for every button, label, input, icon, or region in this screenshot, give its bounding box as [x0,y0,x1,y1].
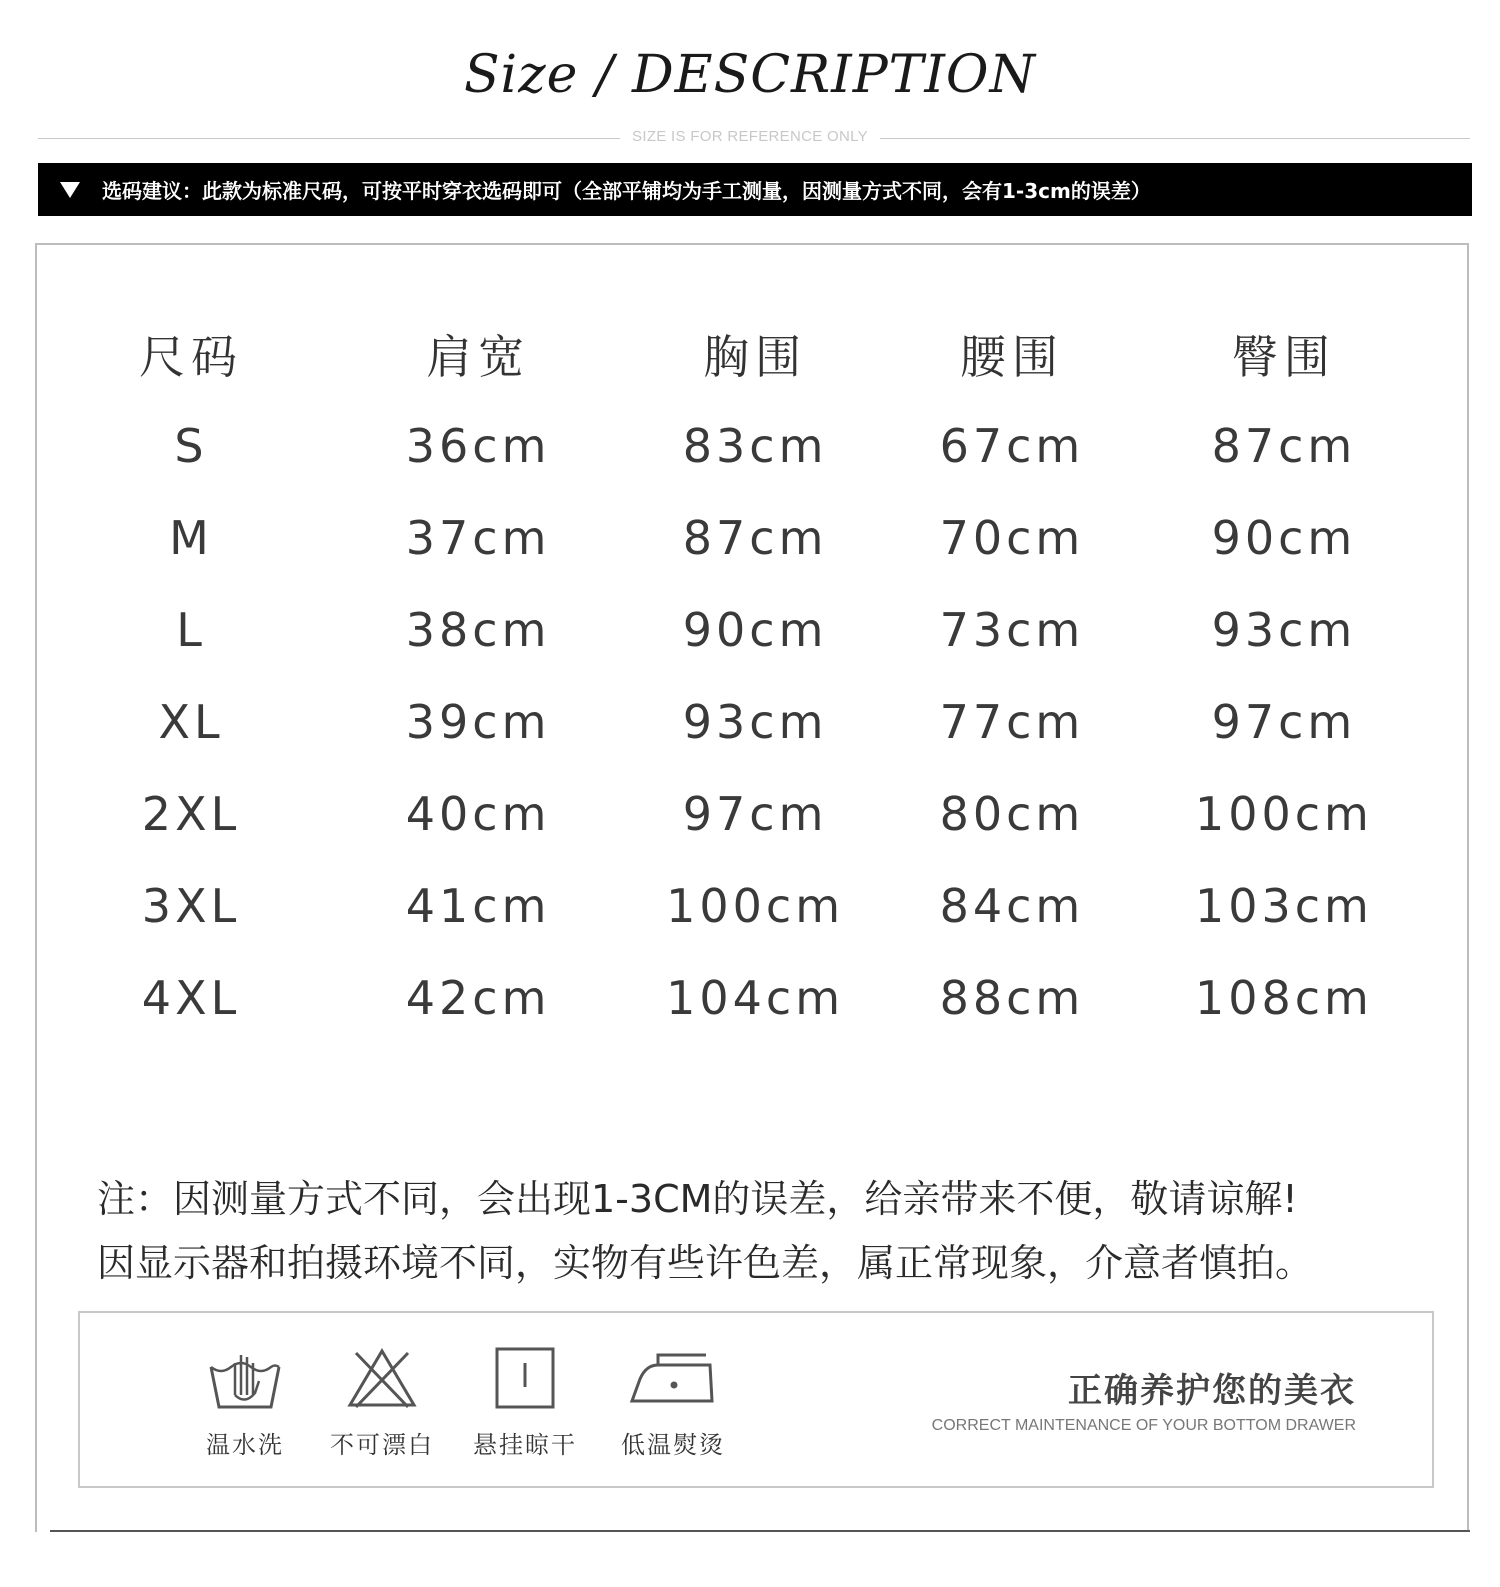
cell-shoulder: 40cm [405,787,551,841]
header-bust: 胸围 [703,330,808,384]
cell-shoulder: 36cm [405,419,551,473]
size-advice-text: 选码建议：此款为标准尺码，可按平时穿衣选码即可（全部平铺均为手工测量，因测量方式不同，会有1-3cm的误差） [102,179,1151,203]
cell-bust: 100cm [666,879,845,933]
cell-waist: 67cm [939,419,1085,473]
cell-size: L [176,603,206,657]
cell-shoulder: 39cm [405,695,551,749]
cell-size: M [169,511,213,565]
care-label-wash: 温水洗 [206,1431,284,1459]
table-row [50,860,1430,952]
cell-bust: 97cm [682,787,828,841]
cell-size: 4XL [141,971,241,1025]
no-bleach-icon [342,1345,422,1415]
cell-bust: 90cm [682,603,828,657]
cell-size: 2XL [141,787,241,841]
care-title: 正确养护您的美衣 [1068,1371,1356,1411]
size-advice-banner [38,163,1472,216]
page-title: Size / DESCRIPTION [463,45,1037,105]
care-item-hang [455,1345,595,1460]
table-row [50,492,1430,584]
cell-shoulder: 41cm [405,879,551,933]
divider-left [38,138,620,139]
page-subtitle: SIZE IS FOR REFERENCE ONLY [632,128,868,145]
cell-shoulder: 38cm [405,603,551,657]
note-line-1: 注：因测量方式不同，会出现1-3CM的误差，给亲带来不便，敬请谅解! [97,1177,1298,1221]
cell-waist: 73cm [939,603,1085,657]
care-subtitle: CORRECT MAINTENANCE OF YOUR BOTTOM DRAWER [931,1417,1356,1434]
cell-hip: 87cm [1211,419,1357,473]
cell-hip: 108cm [1194,971,1373,1025]
table-row [50,584,1430,676]
header-shoulder: 肩宽 [426,330,531,384]
care-item-iron [603,1345,743,1460]
care-label-hang: 悬挂晾干 [473,1431,577,1459]
cell-size: XL [158,695,224,749]
cell-hip: 97cm [1211,695,1357,749]
cell-waist: 77cm [939,695,1085,749]
cell-size: S [174,419,208,473]
care-label-bleach: 不可漂白 [330,1431,434,1459]
cell-waist: 88cm [939,971,1085,1025]
table-row [50,400,1430,492]
size-table [50,308,1430,1044]
cell-bust: 83cm [682,419,828,473]
table-header-row [50,308,1430,400]
note-line-2: 因显示器和拍摄环境不同，实物有些许色差，属正常现象，介意者慎拍。 [97,1241,1314,1285]
cell-shoulder: 37cm [405,511,551,565]
triangle-down-icon [60,182,80,198]
care-label-iron: 低温熨烫 [621,1431,725,1459]
care-item-bleach [312,1345,452,1460]
header-size: 尺码 [139,330,244,384]
cell-bust: 93cm [682,695,828,749]
table-row [50,768,1430,860]
cell-hip: 93cm [1211,603,1357,657]
cell-hip: 100cm [1194,787,1373,841]
cell-waist: 80cm [939,787,1085,841]
cell-waist: 84cm [939,879,1085,933]
header-hip: 臀围 [1231,330,1336,384]
frame-bottom-line [50,1530,1470,1532]
care-item-wash [175,1345,315,1460]
cell-shoulder: 42cm [405,971,551,1025]
table-row [50,952,1430,1044]
cell-hip: 90cm [1211,511,1357,565]
care-instructions-panel [78,1311,1434,1488]
cell-hip: 103cm [1194,879,1373,933]
cell-bust: 104cm [666,971,845,1025]
cell-bust: 87cm [682,511,828,565]
cell-waist: 70cm [939,511,1085,565]
cell-size: 3XL [141,879,241,933]
hang-dry-icon [485,1345,565,1415]
divider-right [880,138,1470,139]
table-row [50,676,1430,768]
hand-wash-icon [205,1345,285,1415]
low-iron-icon [628,1345,718,1415]
header-waist: 腰围 [959,330,1064,384]
